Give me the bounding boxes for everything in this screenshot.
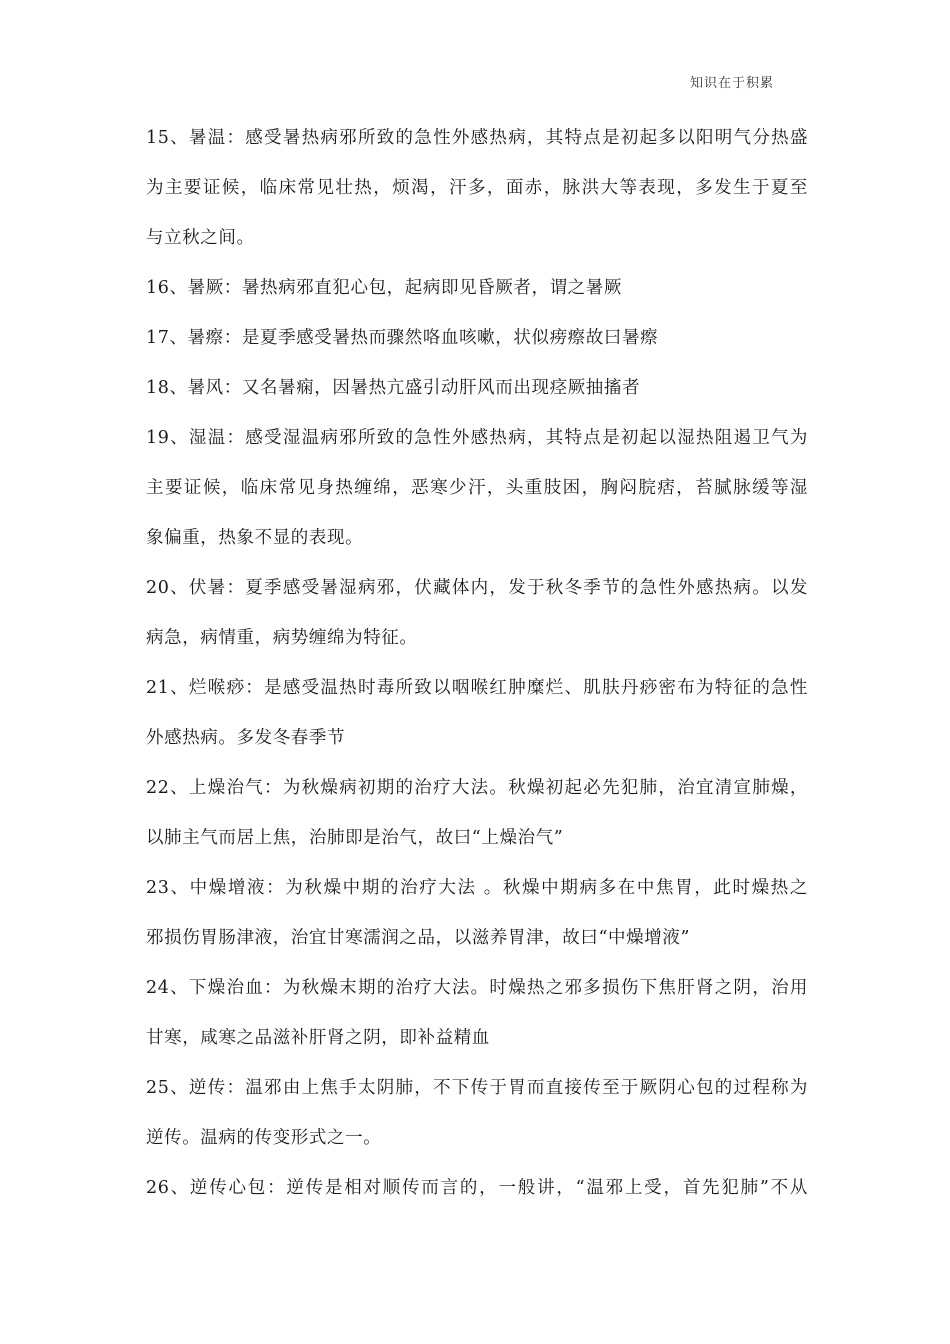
text-line: 为主要证候，临床常见壮热，烦渴，汗多，面赤，脉洪大等表现，多发生于夏至 [146,178,808,198]
text-line: 逆传。温病的传变形式之一。 [146,1128,382,1148]
text-line: 18、暑风：又名暑痫，因暑热亢盛引动肝风而出现痉厥抽搐者 [146,378,641,398]
text-line: 病急，病情重，病势缠绵为特征。 [146,628,418,648]
text-line: 22、上燥治气：为秋燥病初期的治疗大法。秋燥初起必先犯肺，治宜清宣肺燥， [146,778,808,798]
text-line: 16、暑厥：暑热病邪直犯心包，起病即见昏厥者，谓之暑厥 [146,278,622,298]
page-header: 知识在于积累 [689,76,774,91]
text-line: 以肺主气而居上焦，治肺即是治气，故曰“上燥治气” [146,828,564,848]
text-line: 21、烂喉痧：是感受温热时毒所致以咽喉红肿糜烂、肌肤丹痧密布为特征的急性 [146,678,808,698]
text-line: 邪损伤胃肠津液，治宜甘寒濡润之品，以滋养胃津，故曰“中燥增液” [146,928,690,948]
text-line: 外感热病。多发冬春季节 [146,728,346,748]
text-line: 主要证候，临床常见身热缠绵，恶寒少汗，头重肢困，胸闷脘痞，苔腻脉缓等湿 [146,478,808,498]
text-line: 20、伏暑：夏季感受暑湿病邪，伏藏体内，发于秋冬季节的急性外感热病。以发 [146,578,808,598]
text-line: 19、湿温：感受湿温病邪所致的急性外感热病，其特点是初起以湿热阻遏卫气为 [146,428,808,448]
text-line: 25、逆传：温邪由上焦手太阴肺，不下传于胃而直接传至于厥阴心包的过程称为 [146,1078,808,1098]
text-line: 象偏重，热象不显的表现。 [146,528,364,548]
document-body [146,118,808,1218]
text-line: 17、暑瘵：是夏季感受暑热而骤然咯血咳嗽，状似痨瘵故曰暑瘵 [146,328,659,348]
text-line: 与立秋之间。 [146,228,255,248]
text-line: 26、逆传心包：逆传是相对顺传而言的，一般讲，“温邪上受，首先犯肺”不从 [146,1178,808,1198]
text-line: 24、下燥治血：为秋燥末期的治疗大法。时燥热之邪多损伤下焦肝肾之阴，治用 [146,978,808,998]
text-line: 15、暑温：感受暑热病邪所致的急性外感热病，其特点是初起多以阳明气分热盛 [146,128,808,148]
text-line: 甘寒，咸寒之品滋补肝肾之阴，即补益精血 [146,1028,490,1048]
text-line: 23、中燥增液：为秋燥中期的治疗大法 。秋燥中期病多在中焦胃，此时燥热之 [146,878,808,898]
